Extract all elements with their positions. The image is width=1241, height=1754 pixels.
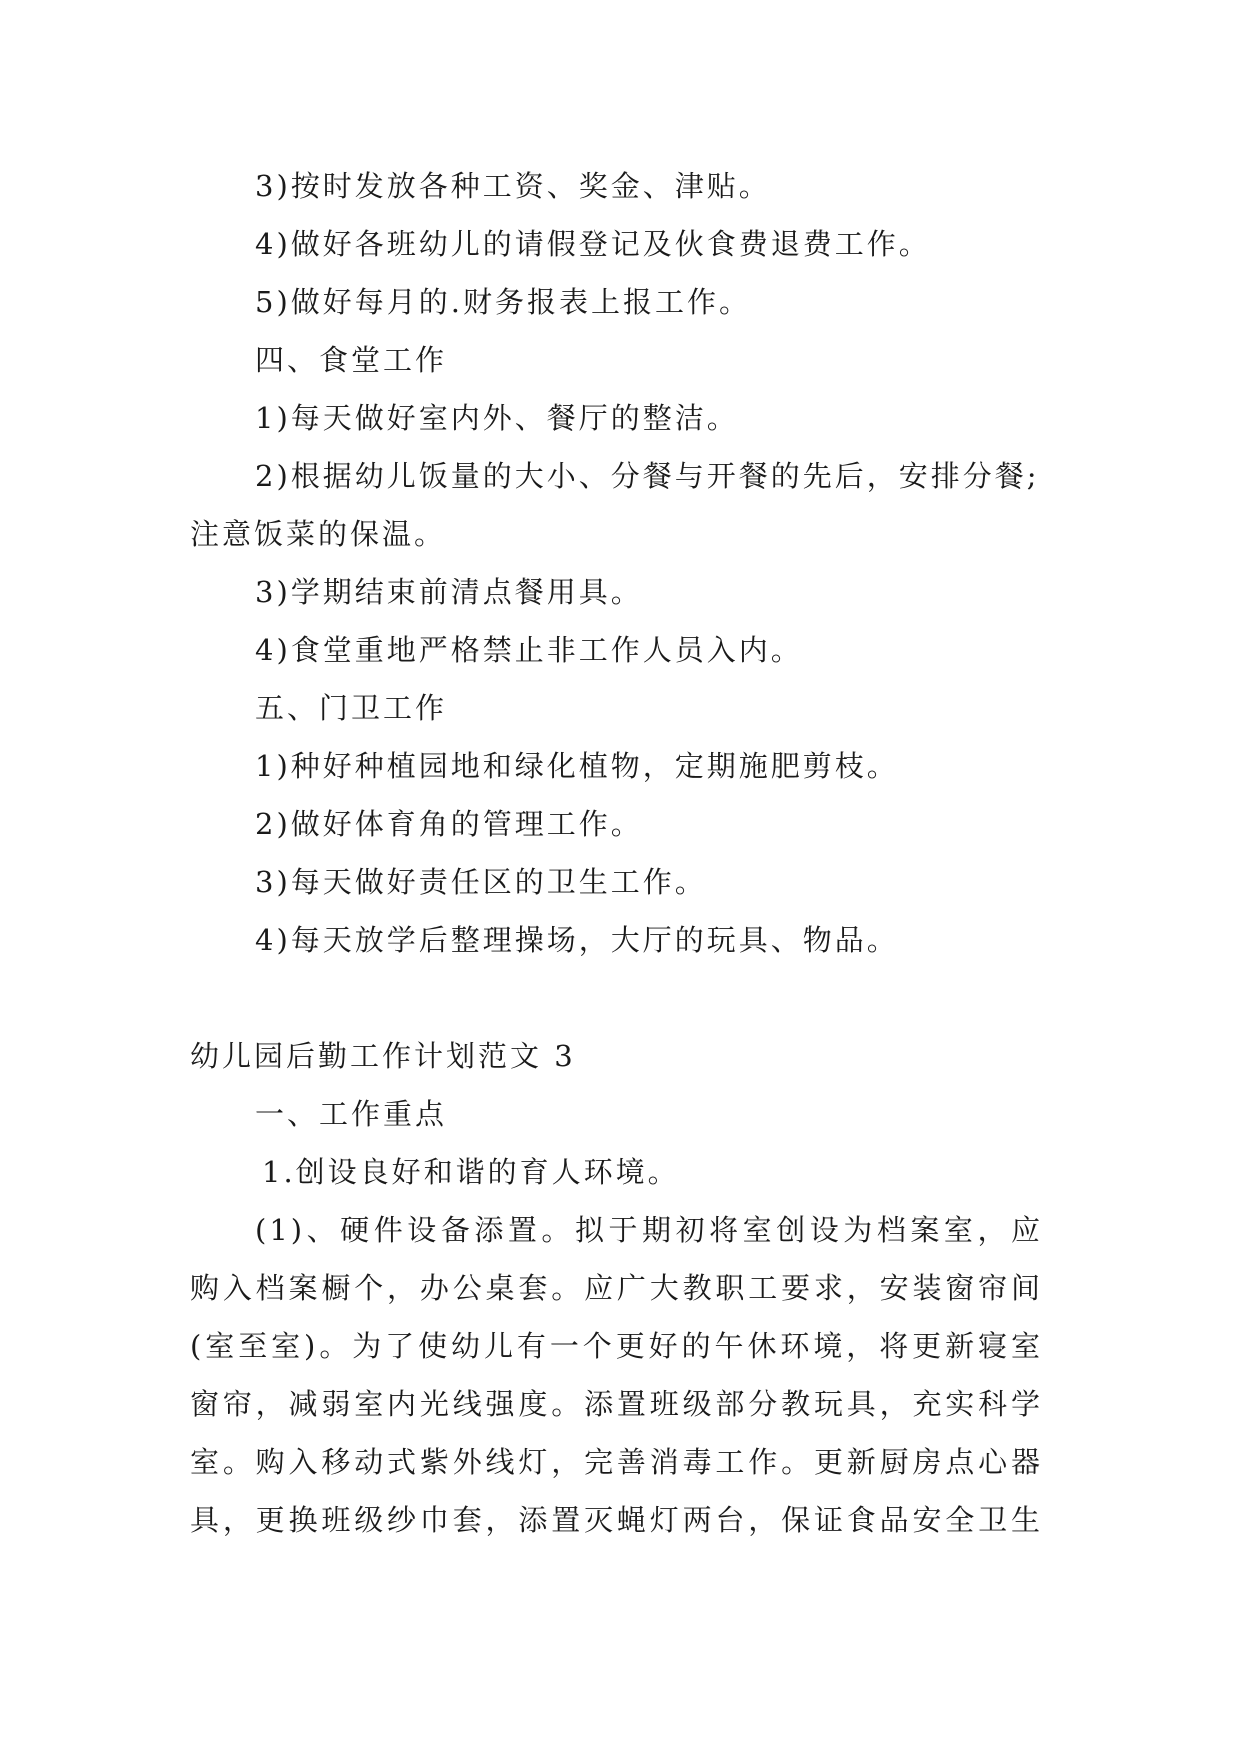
- finance-item-4: 4)做好各班幼儿的请假登记及伙食费退费工作。: [255, 227, 931, 261]
- canteen-item-4: 4)食堂重地严格禁止非工作人员入内。: [255, 633, 803, 667]
- finance-item-3: 3)按时发放各种工资、奖金、津贴。: [255, 169, 771, 203]
- work-focus-heading: 一、工作重点: [255, 1097, 448, 1131]
- guard-item-4: 4)每天放学后整理操场，大厅的玩具、物品。: [255, 923, 899, 957]
- environment-subheading: 1.创设良好和谐的育人环境。: [262, 1155, 680, 1189]
- canteen-item-1: 1)每天做好室内外、餐厅的整洁。: [255, 401, 739, 435]
- article-title: 幼儿园后勤工作计划范文 3: [190, 1039, 576, 1073]
- paragraph-line-6: 具，更换班级纱巾套，添置灭蝇灯两台，保证食品安全卫生: [190, 1503, 1043, 1537]
- canteen-heading: 四、食堂工作: [255, 343, 448, 377]
- guard-item-1: 1)种好种植园地和绿化植物，定期施肥剪枝。: [255, 749, 899, 783]
- canteen-item-3: 3)学期结束前清点餐用具。: [255, 575, 643, 609]
- paragraph-line-1: (1)、硬件设备添置。拟于期初将室创设为档案室，应: [255, 1213, 1043, 1247]
- paragraph-line-4: 窗帘，减弱室内光线强度。添置班级部分教玩具，充实科学: [190, 1387, 1043, 1421]
- paragraph-line-5: 室。购入移动式紫外线灯，完善消毒工作。更新厨房点心器: [190, 1445, 1043, 1479]
- guard-heading: 五、门卫工作: [255, 691, 448, 725]
- finance-item-5: 5)做好每月的.财务报表上报工作。: [255, 285, 751, 319]
- paragraph-line-3: (室至室)。为了使幼儿有一个更好的午休环境，将更新寝室: [190, 1329, 1043, 1363]
- canteen-item-2-line-1: 2)根据幼儿饭量的大小、分餐与开餐的先后，安排分餐;: [255, 459, 1040, 493]
- paragraph-line-2: 购入档案橱个，办公桌套。应广大教职工要求，安装窗帘间: [190, 1271, 1043, 1305]
- guard-item-3: 3)每天做好责任区的卫生工作。: [255, 865, 707, 899]
- guard-item-2: 2)做好体育角的管理工作。: [255, 807, 643, 841]
- canteen-item-2-line-2: 注意饭菜的保温。: [190, 517, 447, 551]
